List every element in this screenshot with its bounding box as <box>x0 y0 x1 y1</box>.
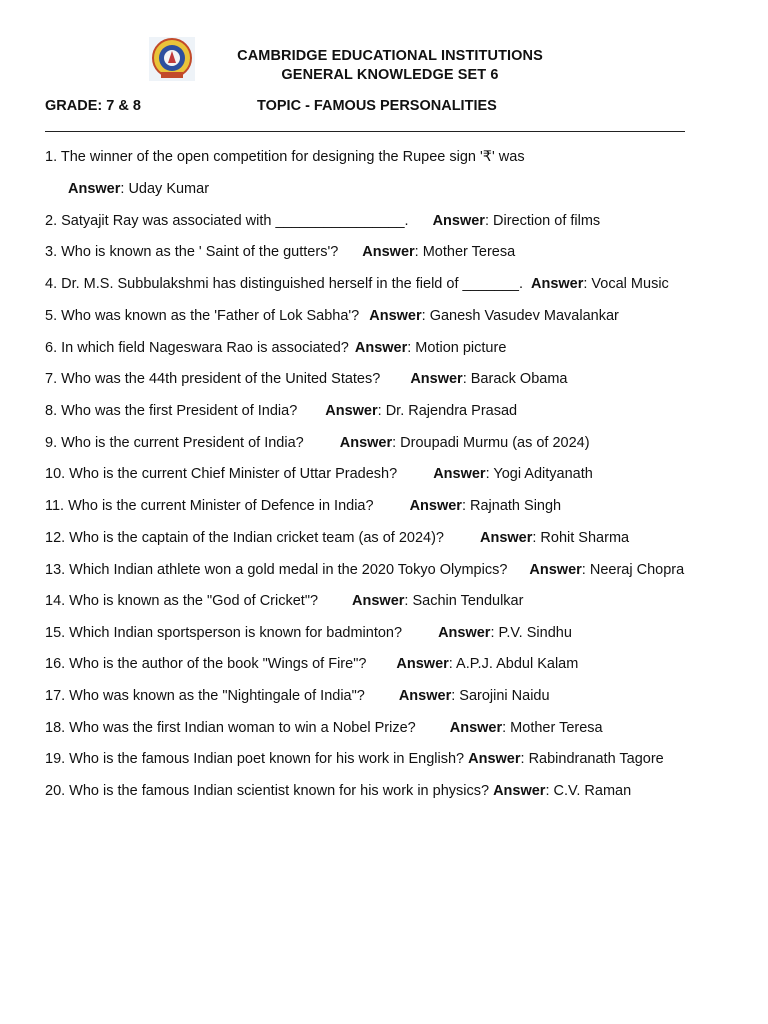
answer-text: : Sachin Tendulkar <box>404 593 524 609</box>
answer-label: Answer <box>362 244 415 260</box>
answer-label: Answer <box>432 213 485 229</box>
question-15 <box>45 625 572 641</box>
question-5 <box>45 308 619 324</box>
answer-label: Answer <box>530 276 584 292</box>
answer-label: Answer <box>433 466 486 482</box>
question-text: 12. Who is the captain of the Indian cricket team (as of 2024)? <box>45 530 444 546</box>
question-text: 8. Who was the first President of India? <box>45 403 298 419</box>
question-text: 13. Which Indian athlete won a gold medal in the 2020 Tokyo Olympics? <box>45 562 508 578</box>
answer-text: : Barack Obama <box>462 371 568 387</box>
question-text: 5. Who was known as the 'Father of Lok Sabha'? <box>45 308 360 324</box>
question-11 <box>45 498 561 514</box>
answer-text: : Droupadi Murmu (as of 2024) <box>392 435 590 451</box>
institution-title: CAMBRIDGE EDUCATIONAL INSTITUTIONS <box>237 48 543 64</box>
question-text: 2. Satyajit Ray was associated with ________________. <box>45 213 409 229</box>
answer-text: : Ganesh Vasudev Mavalankar <box>421 308 619 324</box>
answer-label: Answer <box>396 656 449 672</box>
answer-text: : Rabindranath Tagore <box>520 751 664 767</box>
answer-label: Answer <box>325 403 378 419</box>
answer-text: : P.V. Sindhu <box>490 625 572 641</box>
answer-label: Answer <box>410 371 463 387</box>
answer-text: : Yogi Adityanath <box>485 466 593 482</box>
question-18 <box>45 720 603 736</box>
question-text: 15. Which Indian sportsperson is known for badminton? <box>45 625 403 641</box>
set-title: GENERAL KNOWLEDGE SET 6 <box>281 67 499 83</box>
answer-text: : Mother Teresa <box>414 244 516 260</box>
question-text: 11. Who is the current Minister of Defence in India? <box>45 498 374 514</box>
question-7 <box>45 371 567 387</box>
question-8 <box>45 403 517 419</box>
question-19 <box>45 751 664 767</box>
question-text: 3. Who is known as the ' Saint of the gutters'? <box>45 244 339 260</box>
answer-text: : Motion picture <box>407 340 507 356</box>
question-text: 7. Who was the 44th president of the United States? <box>45 371 381 387</box>
answer-text: : Uday Kumar <box>120 181 210 197</box>
answer-label: Answer <box>438 625 491 641</box>
answer-label: Answer <box>354 340 408 356</box>
question-3 <box>45 244 515 260</box>
answer-text: : Sarojini Naidu <box>451 688 550 704</box>
question-text: 14. Who is known as the "God of Cricket"? <box>45 593 319 609</box>
answer-label: Answer <box>68 181 121 197</box>
answer-text: : Mother Teresa <box>502 720 603 736</box>
question-4 <box>45 276 669 292</box>
answer-label: Answer <box>493 783 546 799</box>
answer-label: Answer <box>352 593 405 609</box>
answer-text: : Neeraj Chopra <box>581 562 685 578</box>
answer-label: Answer <box>398 688 452 704</box>
question-text: 1. The winner of the open competition for designing the Rupee sign '₹' was <box>45 149 525 165</box>
question-text: 4. Dr. M.S. Subbulakshmi has distinguished herself in the field of _______. <box>45 276 523 292</box>
question-6 <box>45 340 506 356</box>
question-text: 18. Who was the first Indian woman to win a Nobel Prize? <box>45 720 416 736</box>
question-text: 16. Who is the author of the book "Wings of Fire"? <box>45 656 367 672</box>
question-14 <box>45 593 523 609</box>
answer-text: : A.P.J. Abdul Kalam <box>448 656 579 672</box>
question-text: 17. Who was known as the "Nightingale of India"? <box>45 688 365 704</box>
answer-text: : Dr. Rajendra Prasad <box>377 403 518 419</box>
question-16 <box>45 656 578 672</box>
answer-label: Answer <box>369 308 422 324</box>
answer-text: : Vocal Music <box>583 276 669 292</box>
answer-text: : C.V. Raman <box>545 783 632 799</box>
question-20 <box>45 783 631 799</box>
question-1 <box>45 149 525 165</box>
answer-label: Answer <box>449 720 503 736</box>
question-17 <box>45 688 550 704</box>
answer-label: Answer <box>529 562 582 578</box>
question-2 <box>45 213 600 229</box>
divider-line <box>45 131 685 132</box>
answer-label: Answer <box>409 498 462 514</box>
answer-text: : Direction of films <box>484 213 601 229</box>
question-text: 9. Who is the current President of India? <box>45 435 304 451</box>
answer-1 <box>68 181 209 197</box>
answer-label: Answer <box>339 435 393 451</box>
question-12 <box>45 530 629 546</box>
grade-label: GRADE: 7 & 8 <box>45 98 141 114</box>
topic-label: TOPIC - FAMOUS PERSONALITIES <box>257 98 497 114</box>
question-text: 10. Who is the current Chief Minister of Uttar Pradesh? <box>45 466 398 482</box>
question-10 <box>45 466 593 482</box>
question-9 <box>45 435 590 451</box>
question-text: 20. Who is the famous Indian scientist known for his work in physics? <box>45 783 490 799</box>
question-text: 19. Who is the famous Indian poet known for his work in English? <box>45 751 465 767</box>
answer-label: Answer <box>468 751 521 767</box>
answer-text: : Rohit Sharma <box>532 530 630 546</box>
answer-label: Answer <box>479 530 533 546</box>
answer-text: : Rajnath Singh <box>461 498 562 514</box>
question-13 <box>45 562 684 578</box>
question-text: 6. In which field Nageswara Rao is associated? <box>45 340 349 356</box>
